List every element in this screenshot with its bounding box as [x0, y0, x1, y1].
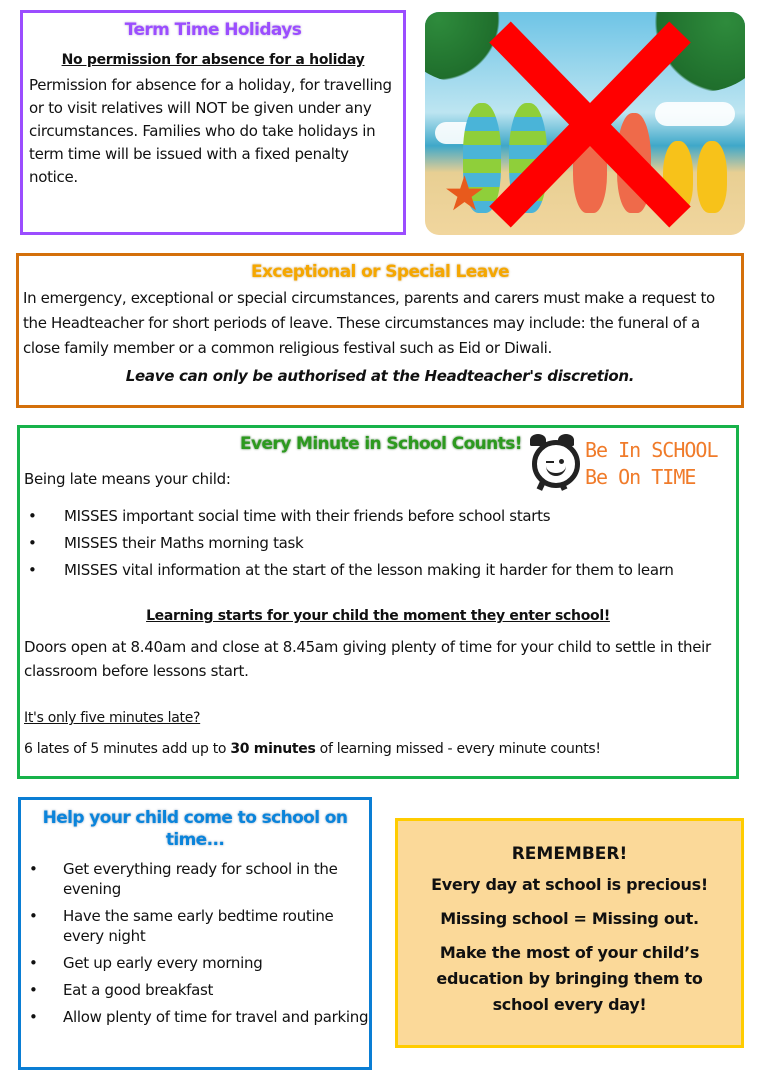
list-item: • MISSES their Maths morning task: [24, 530, 674, 557]
beach-flip-flops-image: [425, 12, 745, 235]
special-leave-box: [16, 253, 744, 408]
starfish-icon: ★: [443, 166, 487, 222]
lates-bold-minutes: 30 minutes: [230, 741, 316, 757]
help-on-time-title: Help your child come to school on time...: [42, 808, 348, 850]
list-item: • MISSES vital information at the start of the lesson making it harder for them to learn: [24, 557, 674, 584]
help-on-time-box: [18, 797, 372, 1070]
list-item: • Get up early every morning: [21, 953, 369, 973]
help-tips-list: [21, 859, 369, 1027]
remember-box: [395, 818, 744, 1048]
remember-line-make-most: Make the most of your child’s education by bringing them to school every day!: [436, 943, 703, 1014]
being-late-intro: Being late means your child:: [24, 470, 231, 488]
lates-suffix: of learning missed - every minute counts!: [315, 741, 601, 757]
list-item: • MISSES important social time with their friends before school starts: [24, 503, 674, 530]
headteacher-discretion-note: Leave can only be authorised at the Headteacher's discretion.: [125, 367, 635, 385]
be-in-school-logo: [528, 432, 728, 492]
learning-starts-subtitle: Learning starts for your child the moment they enter school!: [146, 608, 610, 624]
remember-heading: REMEMBER!: [511, 844, 628, 864]
winking-clock-icon: [532, 440, 580, 488]
lates-summary: [24, 741, 601, 757]
every-minute-title: Every Minute in School Counts!: [240, 434, 522, 454]
no-permission-subtitle: No permission for absence for a holiday: [61, 52, 365, 68]
list-item: • Have the same early bedtime routine every night: [21, 906, 369, 946]
misses-list: [24, 503, 674, 584]
clock-smile: [546, 461, 566, 476]
logo-line-2: Be On TIME: [585, 465, 696, 489]
list-item: • Eat a good breakfast: [21, 980, 369, 1000]
logo-line-1: Be In SCHOOL: [585, 438, 718, 462]
special-leave-title: Exceptional or Special Leave: [251, 262, 509, 282]
doors-open-text: Doors open at 8.40am and close at 8.45am giving plenty of time for your child to settle in their classroom before lessons start.: [24, 638, 711, 680]
term-time-holidays-box: [20, 10, 406, 235]
lates-prefix: 6 lates of 5 minutes add up to: [24, 741, 231, 757]
remember-line-precious: Every day at school is precious!: [431, 875, 708, 894]
remember-line-missing: Missing school = Missing out.: [440, 909, 699, 928]
list-item: • Get everything ready for school in the evening: [21, 859, 369, 899]
red-cross-icon: [425, 12, 745, 235]
special-leave-body-text: In emergency, exceptional or special circumstances, parents and carers must make a request to the Headteacher for short periods of leave. These circumstances may include: the funeral of a close family member or a common religious festival such as Eid or Diwali.: [23, 289, 715, 357]
term-time-holidays-title: Term Time Holidays: [124, 20, 302, 40]
holidays-body-text: Permission for absence for a holiday, for travelling or to visit relatives will NOT be given under any circumstances. Families who do take holidays in term time will be issued with a fixed penalty notice.: [29, 76, 392, 186]
five-minutes-question: It's only five minutes late?: [24, 710, 201, 726]
every-minute-box: [17, 425, 739, 779]
list-item: • Allow plenty of time for travel and parking: [21, 1007, 369, 1027]
